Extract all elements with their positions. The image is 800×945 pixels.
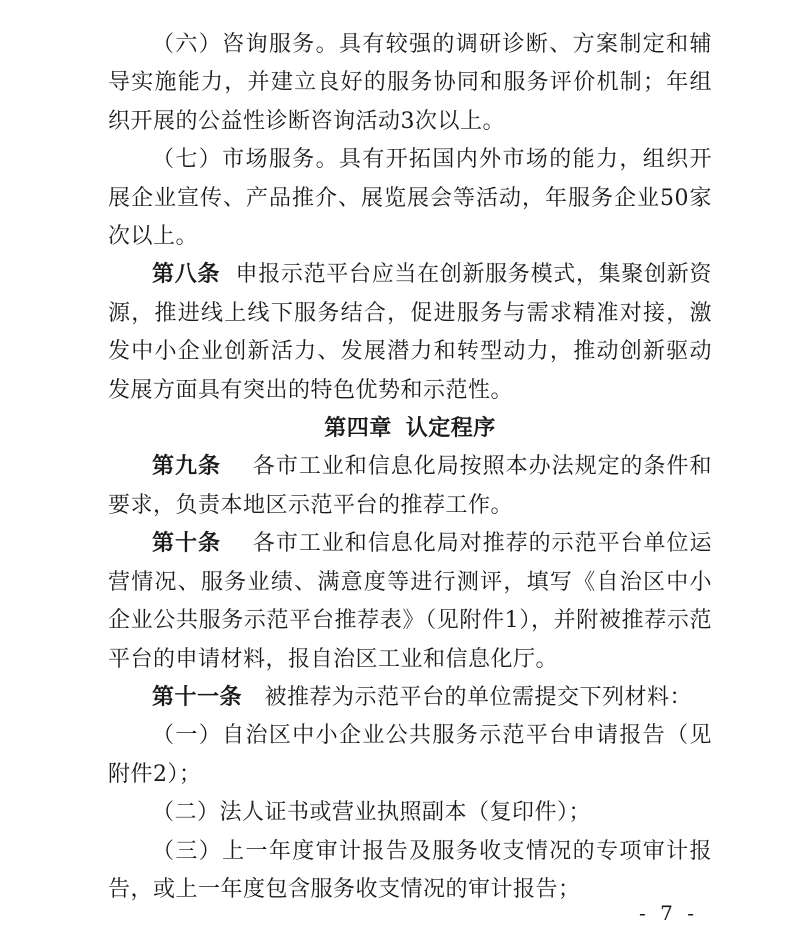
article-number: 第十一条 bbox=[152, 684, 243, 710]
paragraph-text: 各市工业和信息化局对推荐的示范平台单位运营情况、服务业绩、满意度等进行测评，填写《自治区中小企业公共服务示范平台推荐表》（见附件1），并附被推荐示范平台的申请材料，报自治区工业和信息化厅。 bbox=[108, 531, 712, 672]
paragraph-article-11 bbox=[108, 679, 712, 717]
article-number: 第八条 bbox=[152, 262, 221, 288]
paragraph-text: （一）自治区中小企业公共服务示范平台申请报告（见附件2）； bbox=[108, 723, 712, 787]
paragraph-consulting-service bbox=[108, 26, 712, 141]
document-body bbox=[108, 26, 712, 909]
chapter-title: 认定程序 bbox=[405, 416, 496, 442]
paragraph-text: 被推荐为示范平台的单位需提交下列材料： bbox=[264, 684, 693, 710]
paragraph-article-8 bbox=[108, 256, 712, 410]
list-item-business-license bbox=[108, 794, 712, 832]
paragraph-text: （七）市场服务。具有开拓国内外市场的能力，组织开展企业宣传、产品推介、展览展会等活动，年服务企业50家次以上。 bbox=[108, 147, 712, 250]
paragraph-market-service bbox=[108, 141, 712, 256]
paragraph-article-9 bbox=[108, 448, 712, 525]
page-number: - 7 - bbox=[639, 901, 698, 925]
paragraph-text: 申报示范平台应当在创新服务模式，集聚创新资源，推进线上线下服务结合，促进服务与需求精准对接，激发中小企业创新活力、发展潜力和转型动力，推动创新驱动发展方面具有突出的特色优势和示范性。 bbox=[108, 262, 712, 403]
list-item-application-report bbox=[108, 717, 712, 794]
paragraph-text: （六）咨询服务。具有较强的调研诊断、方案制定和辅导实施能力，并建立良好的服务协同和服务评价机制；年组织开展的公益性诊断咨询活动3次以上。 bbox=[108, 32, 712, 134]
paragraph-article-10 bbox=[108, 525, 712, 679]
list-item-audit-report bbox=[108, 833, 712, 910]
paragraph-text: 各市工业和信息化局按照本办法规定的条件和要求，负责本地区示范平台的推荐工作。 bbox=[108, 454, 712, 518]
paragraph-text: （二）法人证书或营业执照副本（复印件）； bbox=[152, 800, 592, 826]
article-number: 第九条 bbox=[152, 454, 221, 480]
chapter-number: 第四章 bbox=[324, 416, 392, 442]
article-number: 第十条 bbox=[152, 531, 221, 557]
paragraph-text: （三）上一年度审计报告及服务收支情况的专项审计报告，或上一年度包含服务收支情况的审计报告； bbox=[108, 838, 712, 902]
chapter-heading bbox=[108, 410, 712, 448]
